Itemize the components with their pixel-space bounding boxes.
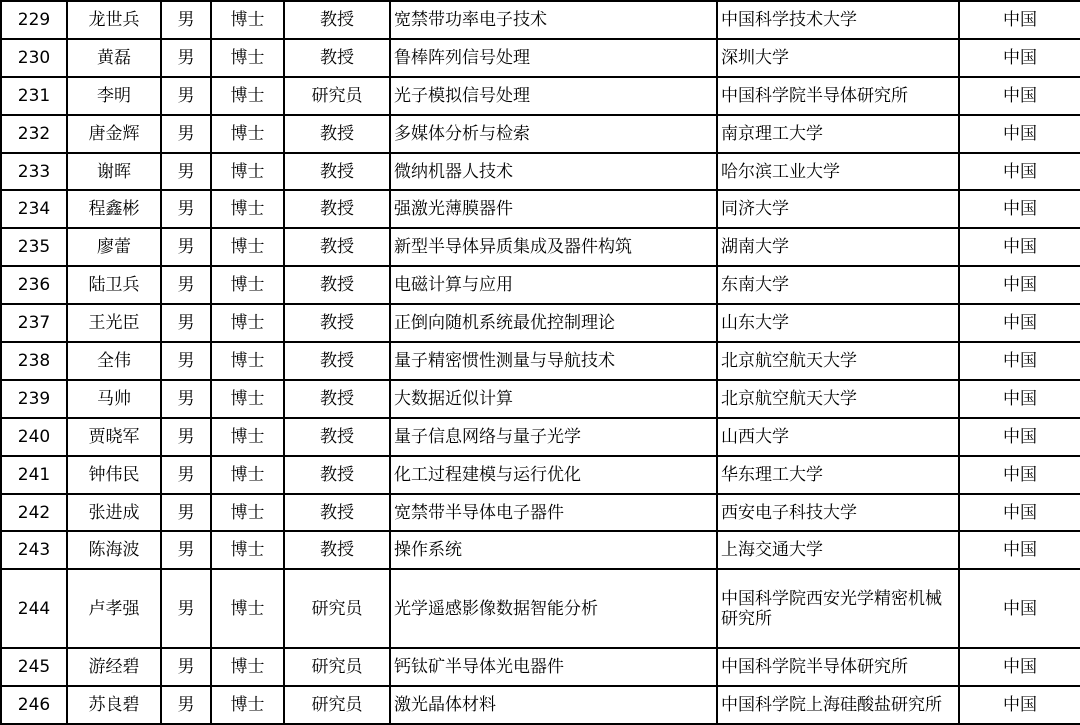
cell-country: 中国 bbox=[959, 494, 1080, 532]
cell-institution: 南京理工大学 bbox=[717, 115, 959, 153]
cell-name: 钟伟民 bbox=[67, 456, 161, 494]
cell-title: 教授 bbox=[284, 153, 390, 191]
cell-name: 贾晓军 bbox=[67, 418, 161, 456]
cell-gender: 男 bbox=[161, 342, 211, 380]
table-row bbox=[1, 1, 1080, 39]
cell-field: 钙钛矿半导体光电器件 bbox=[390, 648, 717, 686]
cell-gender: 男 bbox=[161, 153, 211, 191]
cell-degree: 博士 bbox=[211, 266, 284, 304]
table-row bbox=[1, 380, 1080, 418]
table-row bbox=[1, 190, 1080, 228]
cell-institution: 同济大学 bbox=[717, 190, 959, 228]
cell-number: 243 bbox=[1, 531, 67, 569]
cell-degree: 博士 bbox=[211, 77, 284, 115]
cell-name: 廖蕾 bbox=[67, 228, 161, 266]
cell-title: 教授 bbox=[284, 342, 390, 380]
cell-title: 教授 bbox=[284, 418, 390, 456]
cell-number: 232 bbox=[1, 115, 67, 153]
cell-field: 光子模拟信号处理 bbox=[390, 77, 717, 115]
cell-title: 研究员 bbox=[284, 686, 390, 724]
cell-number: 242 bbox=[1, 494, 67, 532]
cell-institution: 深圳大学 bbox=[717, 39, 959, 77]
cell-title: 教授 bbox=[284, 266, 390, 304]
cell-number: 241 bbox=[1, 456, 67, 494]
cell-title: 教授 bbox=[284, 39, 390, 77]
cell-degree: 博士 bbox=[211, 39, 284, 77]
cell-number: 230 bbox=[1, 39, 67, 77]
table-row bbox=[1, 686, 1080, 724]
cell-country: 中国 bbox=[959, 266, 1080, 304]
cell-field: 化工过程建模与运行优化 bbox=[390, 456, 717, 494]
cell-degree: 博士 bbox=[211, 228, 284, 266]
cell-name: 游经碧 bbox=[67, 648, 161, 686]
cell-gender: 男 bbox=[161, 190, 211, 228]
cell-title: 教授 bbox=[284, 531, 390, 569]
table-row bbox=[1, 153, 1080, 191]
cell-title: 教授 bbox=[284, 190, 390, 228]
table-row bbox=[1, 531, 1080, 569]
cell-degree: 博士 bbox=[211, 115, 284, 153]
cell-country: 中国 bbox=[959, 1, 1080, 39]
cell-field: 电磁计算与应用 bbox=[390, 266, 717, 304]
cell-number: 239 bbox=[1, 380, 67, 418]
cell-gender: 男 bbox=[161, 494, 211, 532]
cell-gender: 男 bbox=[161, 39, 211, 77]
table-body bbox=[1, 1, 1080, 724]
cell-number: 245 bbox=[1, 648, 67, 686]
cell-country: 中国 bbox=[959, 380, 1080, 418]
cell-field: 量子精密惯性测量与导航技术 bbox=[390, 342, 717, 380]
cell-field: 鲁棒阵列信号处理 bbox=[390, 39, 717, 77]
cell-degree: 博士 bbox=[211, 153, 284, 191]
cell-name: 苏良碧 bbox=[67, 686, 161, 724]
cell-country: 中国 bbox=[959, 342, 1080, 380]
cell-institution: 中国科学院半导体研究所 bbox=[717, 648, 959, 686]
cell-name: 全伟 bbox=[67, 342, 161, 380]
cell-gender: 男 bbox=[161, 266, 211, 304]
cell-field: 操作系统 bbox=[390, 531, 717, 569]
cell-country: 中国 bbox=[959, 569, 1080, 648]
cell-degree: 博士 bbox=[211, 342, 284, 380]
cell-gender: 男 bbox=[161, 686, 211, 724]
cell-degree: 博士 bbox=[211, 456, 284, 494]
cell-institution: 上海交通大学 bbox=[717, 531, 959, 569]
table-row bbox=[1, 418, 1080, 456]
cell-name: 陈海波 bbox=[67, 531, 161, 569]
cell-title: 教授 bbox=[284, 1, 390, 39]
cell-title: 研究员 bbox=[284, 77, 390, 115]
cell-institution: 中国科学院上海硅酸盐研究所 bbox=[717, 686, 959, 724]
cell-institution: 中国科学技术大学 bbox=[717, 1, 959, 39]
cell-title: 教授 bbox=[284, 228, 390, 266]
cell-title: 教授 bbox=[284, 494, 390, 532]
cell-degree: 博士 bbox=[211, 569, 284, 648]
cell-country: 中国 bbox=[959, 648, 1080, 686]
cell-title: 教授 bbox=[284, 115, 390, 153]
cell-institution: 山东大学 bbox=[717, 304, 959, 342]
cell-country: 中国 bbox=[959, 115, 1080, 153]
cell-institution: 西安电子科技大学 bbox=[717, 494, 959, 532]
cell-country: 中国 bbox=[959, 304, 1080, 342]
table-row bbox=[1, 569, 1080, 648]
table-row bbox=[1, 115, 1080, 153]
cell-number: 240 bbox=[1, 418, 67, 456]
cell-gender: 男 bbox=[161, 304, 211, 342]
cell-title: 教授 bbox=[284, 456, 390, 494]
table-row bbox=[1, 342, 1080, 380]
cell-degree: 博士 bbox=[211, 494, 284, 532]
cell-degree: 博士 bbox=[211, 531, 284, 569]
table-row bbox=[1, 77, 1080, 115]
cell-name: 谢晖 bbox=[67, 153, 161, 191]
cell-number: 233 bbox=[1, 153, 67, 191]
cell-institution: 中国科学院西安光学精密机械研究所 bbox=[717, 569, 959, 648]
cell-degree: 博士 bbox=[211, 1, 284, 39]
cell-number: 235 bbox=[1, 228, 67, 266]
cell-number: 234 bbox=[1, 190, 67, 228]
cell-institution: 北京航空航天大学 bbox=[717, 342, 959, 380]
cell-gender: 男 bbox=[161, 380, 211, 418]
cell-country: 中国 bbox=[959, 190, 1080, 228]
cell-title: 研究员 bbox=[284, 648, 390, 686]
cell-field: 大数据近似计算 bbox=[390, 380, 717, 418]
cell-country: 中国 bbox=[959, 153, 1080, 191]
cell-field: 多媒体分析与检索 bbox=[390, 115, 717, 153]
cell-gender: 男 bbox=[161, 569, 211, 648]
cell-name: 黄磊 bbox=[67, 39, 161, 77]
cell-number: 237 bbox=[1, 304, 67, 342]
cell-country: 中国 bbox=[959, 39, 1080, 77]
cell-field: 宽禁带半导体电子器件 bbox=[390, 494, 717, 532]
cell-gender: 男 bbox=[161, 531, 211, 569]
cell-field: 微纳机器人技术 bbox=[390, 153, 717, 191]
cell-number: 229 bbox=[1, 1, 67, 39]
cell-gender: 男 bbox=[161, 456, 211, 494]
cell-name: 张进成 bbox=[67, 494, 161, 532]
cell-institution: 中国科学院半导体研究所 bbox=[717, 77, 959, 115]
cell-field: 光学遥感影像数据智能分析 bbox=[390, 569, 717, 648]
cell-institution: 北京航空航天大学 bbox=[717, 380, 959, 418]
cell-field: 正倒向随机系统最优控制理论 bbox=[390, 304, 717, 342]
cell-country: 中国 bbox=[959, 418, 1080, 456]
cell-number: 238 bbox=[1, 342, 67, 380]
cell-gender: 男 bbox=[161, 418, 211, 456]
cell-name: 陆卫兵 bbox=[67, 266, 161, 304]
cell-gender: 男 bbox=[161, 115, 211, 153]
cell-degree: 博士 bbox=[211, 304, 284, 342]
cell-country: 中国 bbox=[959, 456, 1080, 494]
cell-field: 强激光薄膜器件 bbox=[390, 190, 717, 228]
cell-field: 宽禁带功率电子技术 bbox=[390, 1, 717, 39]
cell-country: 中国 bbox=[959, 228, 1080, 266]
cell-name: 马帅 bbox=[67, 380, 161, 418]
cell-number: 231 bbox=[1, 77, 67, 115]
table-row bbox=[1, 456, 1080, 494]
cell-degree: 博士 bbox=[211, 648, 284, 686]
table-row bbox=[1, 648, 1080, 686]
cell-country: 中国 bbox=[959, 531, 1080, 569]
cell-gender: 男 bbox=[161, 1, 211, 39]
cell-institution: 山西大学 bbox=[717, 418, 959, 456]
table-row bbox=[1, 266, 1080, 304]
cell-field: 激光晶体材料 bbox=[390, 686, 717, 724]
table-row bbox=[1, 494, 1080, 532]
cell-degree: 博士 bbox=[211, 686, 284, 724]
table-row bbox=[1, 39, 1080, 77]
cell-institution: 哈尔滨工业大学 bbox=[717, 153, 959, 191]
cell-number: 246 bbox=[1, 686, 67, 724]
cell-country: 中国 bbox=[959, 77, 1080, 115]
cell-number: 244 bbox=[1, 569, 67, 648]
cell-gender: 男 bbox=[161, 648, 211, 686]
cell-name: 龙世兵 bbox=[67, 1, 161, 39]
cell-degree: 博士 bbox=[211, 418, 284, 456]
cell-gender: 男 bbox=[161, 77, 211, 115]
cell-name: 李明 bbox=[67, 77, 161, 115]
cell-name: 卢孝强 bbox=[67, 569, 161, 648]
cell-title: 教授 bbox=[284, 304, 390, 342]
cell-field: 新型半导体异质集成及器件构筑 bbox=[390, 228, 717, 266]
table-row bbox=[1, 228, 1080, 266]
cell-name: 唐金辉 bbox=[67, 115, 161, 153]
cell-title: 教授 bbox=[284, 380, 390, 418]
cell-name: 王光臣 bbox=[67, 304, 161, 342]
cell-field: 量子信息网络与量子光学 bbox=[390, 418, 717, 456]
cell-country: 中国 bbox=[959, 686, 1080, 724]
cell-degree: 博士 bbox=[211, 190, 284, 228]
cell-degree: 博士 bbox=[211, 380, 284, 418]
cell-number: 236 bbox=[1, 266, 67, 304]
cell-title: 研究员 bbox=[284, 569, 390, 648]
cell-institution: 东南大学 bbox=[717, 266, 959, 304]
table-row bbox=[1, 304, 1080, 342]
cell-institution: 华东理工大学 bbox=[717, 456, 959, 494]
cell-institution: 湖南大学 bbox=[717, 228, 959, 266]
cell-gender: 男 bbox=[161, 228, 211, 266]
cell-name: 程鑫彬 bbox=[67, 190, 161, 228]
